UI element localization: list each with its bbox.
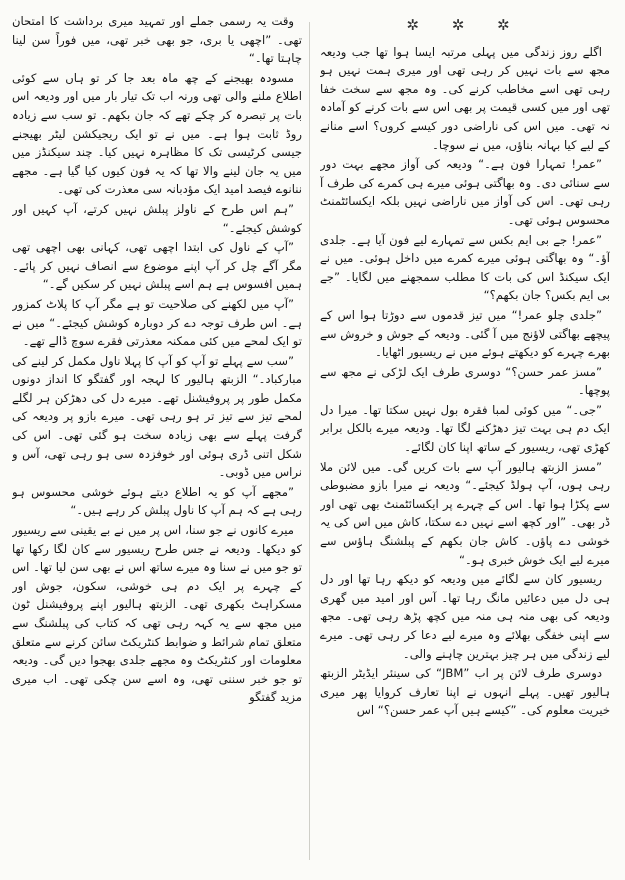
- paragraph: ”آپ کے ناول کی ابتدا اچھی تھی، کہانی بھی اچھی تھی مگر آگے چل کر آپ اپنے موضوع سے انصاف نہیں کر پائے۔ ہمیں افسوس ہے ہم اسے پبلش نہیں کر سکیں گے۔“: [12, 240, 302, 292]
- right-column: [320, 12, 610, 872]
- paragraph: ”مسز الزبتھ ہالیور آپ سے بات کریں گی۔ میں لائن ملا رہی ہوں، آپ ہولڈ کیجئے۔“ ودیعہ نے میرا بازو مضبوطی سے پکڑا ہوا تھا۔ اس کے چہرے پر ایکسائٹمنٹ بھی تھی اور ڈر بھی۔ ”اور کچھ اسے نہیں دے سکتا، کاش میں اس کی یہ خوشی دے پاؤں۔ کاش جان بکھم کے پبلشنگ ہاؤس سے میرے لیے ایک خوش خبری ہو۔“: [320, 459, 610, 567]
- paragraph: ”عمر! جے بی ایم بکس سے تمہارے لیے فون آیا ہے۔ جلدی آؤ۔“ وہ بھاگتی ہوئی میرے کمرے میں داخل ہوئی۔ میں نے ایک سیکنڈ اس کی بات کا مطلب سمجھنے میں لگایا۔ ”جے بی ایم بکس؟ جان بکھم؟“: [320, 232, 610, 303]
- paragraph: میرے کانوں نے جو سنا، اس پر میں نے بے یقینی سے ریسیور کو دیکھا۔ ودیعہ نے جس طرح ریسیور سے کان لگا رکھا تھا تو جو میں نے سنا وہ میرے ساتھ اس نے بھی سن لیا تھا۔ اس کے چہرے پر ایک دم ہی خوشی، سکون، جوش اور مسکراہٹ بکھری تھی۔ الزبتھ ہالیور اپنے پروفیشنل ٹون میں مجھ سے یہ کہہ رہی تھی کہ کتاب کی پبلشنگ سے متعلق تمام شرائط و ضوابط کنٹریکٹ سائن کرنے سے متعلق معلومات اور کنٹریکٹ وہ مجھے جلدی بھجوا دیں گی۔ ودیعہ تو جو خبر سننی تھی، وہ اسے سن چکی تھی۔ اب میری مزید گفتگو: [12, 523, 302, 705]
- paragraph: ”عمر! تمہارا فون ہے۔“ ودیعہ کی آواز مجھے بہت دور سے سنائی دی۔ وہ بھاگتی ہوئی میرے ہی کمرے کی طرف آ رہی تھی۔ اس کی آواز میں ناراضی نہیں بلکہ ایکسائٹمنٹ محسوس ہوئی تھی۔: [320, 157, 610, 227]
- paragraph: ”مسز عمر حسن؟“ دوسری طرف ایک لڑکی نے مجھ سے پوچھا۔: [320, 364, 610, 398]
- column-divider: [309, 22, 310, 860]
- paragraph: ”آپ میں لکھنے کی صلاحیت تو ہے مگر آپ کا پلاٹ کمزور ہے۔ اس طرف توجہ دے کر دوبارہ کوشش کیجئے۔“ میں نے تو ایک لمحے میں کئی ممکنہ معذرتی فقرے سوچ ڈالے تھے۔: [12, 296, 302, 349]
- paragraph: ”ہم اس طرح کے ناولز پبلش نہیں کرتے، آپ کہیں اور کوشش کیجئے۔“: [12, 201, 302, 235]
- paragraph: ”جلدی چلو عمر!“ میں تیز قدموں سے دوڑتا ہوا اس کے پیچھے بھاگتی لاؤنج میں آ گئی۔ ودیعہ کے جوش و خروش سے بھرے چہرے کو دیکھتے ہوئے میں نے ریسیور اٹھایا۔: [320, 307, 610, 360]
- paragraph: مسودہ بھیجنے کے چھ ماہ بعد جا کر تو ہاں سے کوئی اطلاع ملنے والی تھی ورنہ اب تک تیار بار میں اور ودیعہ اس بات پر تبصرہ کر چکے تھے کہ جان بکھم۔ تو سب سے زیادہ روڈ ثابت ہوا ہے۔ میں نے تو ایک ریجیکشن لیٹر بھیجنے جیسی کرٹیسی تک کا مظاہرہ نہیں کیا۔ چند سیکنڈز میں میں یہ جان لینے والا تھا کہ یہ فون کیوں کیا گیا ہے۔ مجھے ننانوے فیصد امید ایک مؤدبانہ سی معذرت کی تھی۔: [12, 70, 302, 197]
- left-column: [12, 12, 302, 872]
- paragraph: ”مجھے آپ کو یہ اطلاع دیتے ہوئے خوشی محسوس ہو رہی ہے کہ ہم آپ کا ناول پبلش کر رہے ہیں۔“: [12, 484, 302, 518]
- paragraph: ”جی۔“ میں کوئی لمبا فقرہ بول نہیں سکتا تھا۔ میرا دل ایک دم ہی بہت تیز دھڑکنے لگا تھا۔ ودیعہ میرے بالکل برابر کھڑی تھی، ریسیور کے ساتھ اپنا کان لگائے۔: [320, 402, 610, 455]
- paragraph: وقت یہ رسمی جملے اور تمہید میری برداشت کا امتحان تھی۔ ”اچھی یا بری، جو بھی خبر تھی، میں فوراً سن لینا چاہتا تھا۔“: [12, 14, 302, 66]
- paragraph: دوسری طرف لائن پر اب ”JBM“ کی سینئر ایڈیٹر الزبتھ ہالیور تھیں۔ پہلے انہوں نے اپنا تعارف کروایا پھر میری خیریت معلوم کی۔ ”کیسے ہیں آپ عمر حسن؟“ اس: [320, 666, 610, 718]
- paragraph: ریسیور کان سے لگائے میں ودیعہ کو دیکھ رہا تھا اور دل ہی دل میں دعائیں مانگ رہا تھا۔ آس اور امید میں گھری ودیعہ کی بھی منہ ہی منہ میں کچھ پڑھ رہی تھی۔ مجھ سے اپنی خفگی بھلائے وہ میرے لیے دعا کر رہی تھی۔ میرے لیے زندگی میں ہر چیز بہترین چاہنے والی۔: [320, 572, 610, 661]
- section-ornament: ✲ ✲ ✲: [406, 16, 524, 34]
- paragraph: ”سب سے پہلے تو آپ کو آپ کا پہلا ناول مکمل کر لینے کی مبارکباد۔“ الزبتھ ہالیور کا لہجہ اور گفتگو کا انداز دونوں مکمل طور پر پروفیشنل تھے۔ میرے دل کی دھڑکن ہر لگلے لمحے تیز سے تیز تر ہو رہی تھی۔ میرے بازو پر ودیعہ کی گرفت پہلے سے بھی زیادہ سخت ہو گئی تھی۔ اس کی شکل اتنی ڈری ہوئی اور خوفزدہ سی ہو رہی تھی، آس و نراس میں ڈوبی۔: [12, 353, 302, 480]
- paragraph: اگلے روز زندگی میں پہلی مرتبہ ایسا ہوا تھا جب ودیعہ مجھ سے بات نہیں کر رہی تھی اور میری ہمت نہیں ہو رہی تھی اسے مخاطب کرنے کی۔ وہ مجھ سے سخت خفا تھی اور میں کسی قیمت پر بھی اس سے بات کرنے کو آمادہ نہ تھی۔ میں اس کی ناراضی دور کیسے کروں؟ اسے منانے کے لیے کیا بہانہ بناؤں، میں نے سوچا۔: [320, 44, 610, 152]
